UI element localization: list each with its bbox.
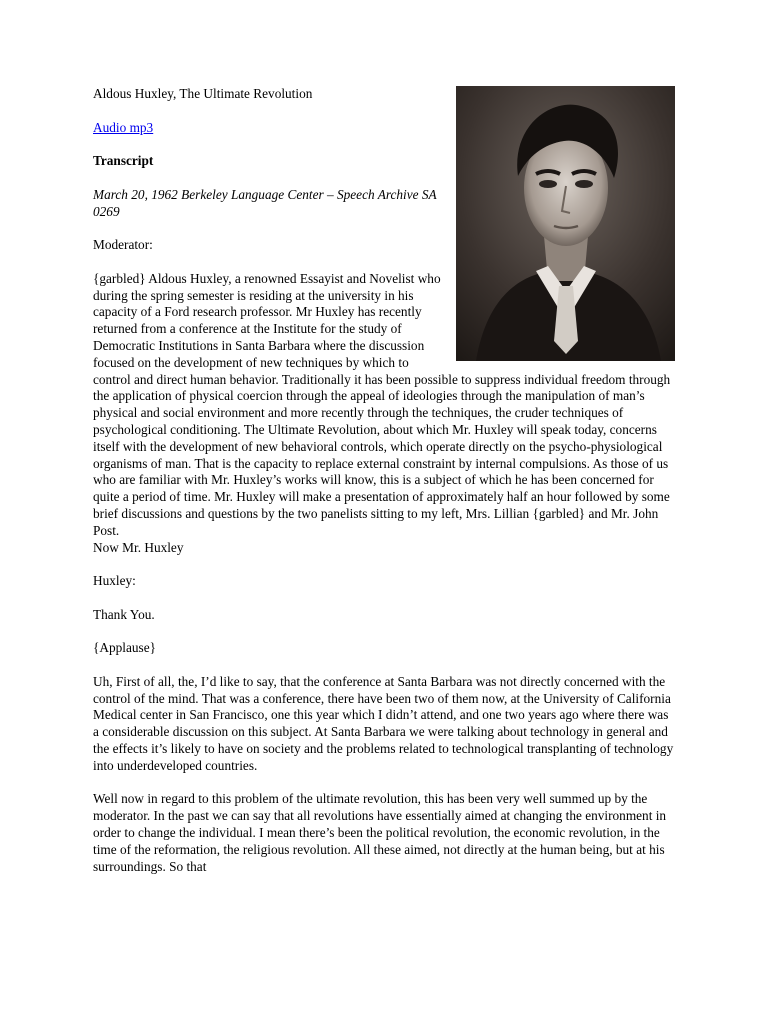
portrait-illustration	[456, 86, 675, 361]
author-portrait-photo	[456, 86, 675, 361]
audio-mp3-link[interactable]: Audio mp3	[93, 119, 154, 135]
dateline: March 20, 1962 Berkeley Language Center – Speech Archive SA 0269	[93, 186, 437, 219]
moderator-label: Moderator:	[93, 237, 153, 253]
moderator-closing-line: Now Mr. Huxley	[93, 539, 184, 555]
huxley-label: Huxley:	[93, 573, 136, 589]
applause-line: {Applause}	[93, 640, 156, 656]
moderator-intro-paragraph: {garbled} Aldous Huxley, a renowned Essayist and Novelist who during the spring semester is residing at the university in his capacity of a Ford research professor. Mr Huxley has recently returned from a conference at the Institute for the study of Democratic Institutions in Santa Barbara where the discussion focused on the development of new techniques by which to control and direct human behavior. Traditionally it has been possible to suppress individual freedom through the application of physical coercion through the appeal of ideologies through the manipulation of man’s physical and social environment and more recently through the techniques, the cruder techniques of psychological conditioning. The Ultimate Revolution, about which Mr. Huxley will speak today, concerns itself with the development of new behavioral controls, which operate directly on the psycho-physiological organisms of man. That is the capacity to replace external constraint by internal compulsions. As those of us who are familiar with Mr. Huxley’s works will know, this is a subject of which he has been concerned for quite a period of time. Mr. Huxley will make a presentation of approximately half an hour followed by some brief discussions and questions by the two panelists sitting to my left, Mrs. Lillian {garbled} and Mr. John Post.	[93, 270, 671, 538]
speech-paragraph-2: Well now in regard to this problem of the ultimate revolution, this has been very well summed up by the moderator. In the past we can say that all revolutions have essentially aimed at changing the environment in order to change the individual. I mean there’s been the political revolution, the economic revolution, in the time of the reformation, the religious revolution. All these aimed, not directly at the human being, but at his surroundings. So that	[93, 791, 667, 874]
document-page	[93, 86, 675, 892]
document-title: Aldous Huxley, The Ultimate Revolution	[93, 86, 313, 101]
speech-paragraph-1: Uh, First of all, the, I’d like to say, that the conference at Santa Barbara was not directly concerned with the control of the mind. That was a conference, there have been two of them now, at the University of California Medical center in San Francisco, one this year which I didn’t attend, and one two years ago where there was a considerable discussion on this subject. At Santa Barbara we were talking about technology in general and the effects it’s likely to have on society and the problems related to technological transplanting of technology into underdeveloped countries.	[93, 673, 674, 773]
transcript-heading: Transcript	[93, 153, 154, 169]
thanks-line: Thank You.	[93, 606, 155, 622]
